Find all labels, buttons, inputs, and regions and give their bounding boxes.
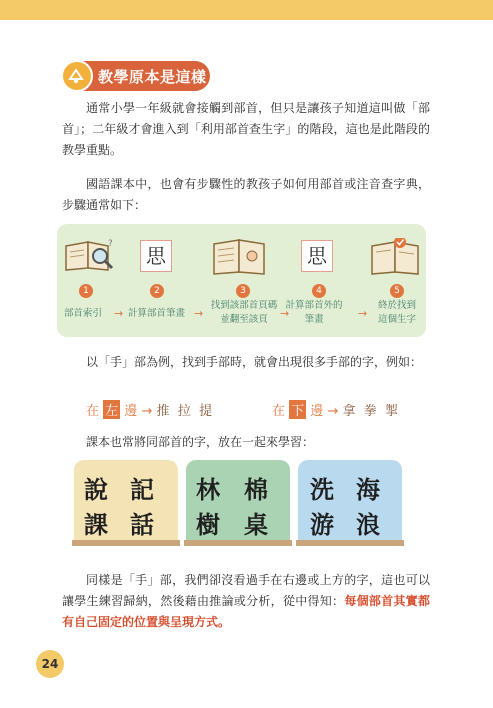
board-char: 課	[84, 511, 108, 539]
example-right	[272, 400, 398, 419]
board-char: 洗	[310, 476, 334, 504]
paragraph-4	[62, 432, 430, 453]
step-2-number: 2	[150, 284, 164, 298]
paragraph-5	[62, 570, 430, 633]
example-left-word: 拉	[177, 404, 191, 419]
found-character-book-icon	[370, 238, 422, 280]
step-2-label: 計算部首筆畫	[128, 308, 186, 319]
board-char: 浪	[356, 511, 380, 539]
example-right-position: 下	[289, 400, 306, 419]
paragraph-5-highlight: 每個部首其實都有自己固定的位置與呈現方式。	[62, 594, 430, 629]
step-3-label: 找到該部首頁碼並翻至該頁	[210, 300, 278, 325]
board-char: 話	[130, 511, 154, 539]
step-2-character-card: 思	[140, 240, 172, 272]
step-5-label: 終於找到這個生字	[377, 300, 416, 325]
board-char: 林	[196, 476, 220, 504]
example-left-pre: 在	[86, 404, 100, 419]
paragraph-5-normal: 同樣是「手」部，我們卻沒看過手在右邊或上方的字，這也可以讓學生練習歸納，然後藉由推論或分析，從中得知：	[62, 573, 430, 608]
step-4-number: 4	[312, 284, 326, 298]
paragraph-1-text: 通常小學一年級就會接觸到部首，但只是讓孩子知道這叫做「部首」；二年級才會進入到「利用部首查生字」的階段，這也是此階段的教學重點。	[62, 101, 430, 157]
paragraph-4-text: 課本也常將同部首的字，放在一起來學習：	[86, 435, 315, 449]
board-base	[296, 540, 404, 546]
step-1-label: 部首索引	[64, 308, 103, 319]
board-char: 桌	[244, 511, 268, 539]
step-1-number: 1	[79, 284, 93, 298]
board-char: 說	[84, 476, 108, 504]
paragraph-2-text: 國語課本中，也會有步驟性的教孩子如何用部首或注音查字典，步驟通常如下：	[62, 177, 430, 212]
open-dictionary-icon	[212, 238, 268, 280]
top-color-bar	[0, 0, 493, 20]
board-char: 海	[356, 476, 380, 504]
example-right-word: 拳	[363, 404, 377, 419]
lightbulb-icon	[61, 60, 93, 92]
paragraph-3	[62, 352, 430, 373]
board-base	[72, 540, 180, 546]
example-left-position: 左	[103, 400, 120, 419]
step-3-number: 3	[236, 284, 250, 298]
example-left-post: 邊	[124, 404, 138, 419]
example-right-word: 掣	[385, 404, 399, 419]
dictionary-magnifier-icon	[64, 238, 116, 278]
board-char: 樹	[196, 511, 220, 539]
example-left	[86, 400, 212, 419]
example-right-word: 拿	[342, 404, 356, 419]
example-left-word: 推	[156, 404, 170, 419]
step-4-character-card: 思	[301, 240, 333, 272]
paragraph-5-text	[62, 570, 430, 633]
paragraph-3-text: 以「手」部為例，找到手部時，就會出現很多手部的字，例如：	[86, 355, 423, 369]
step-5-number: 5	[390, 284, 404, 298]
example-right-post: 邊	[310, 404, 324, 419]
board-char: 游	[310, 511, 334, 539]
svg-text:?: ?	[108, 239, 113, 249]
board-char: 棉	[244, 476, 268, 504]
example-right-pre: 在	[272, 404, 286, 419]
arrow-icon: →	[280, 307, 290, 320]
paragraph-1	[62, 98, 430, 161]
step-4-label: 計算部首外的筆畫	[285, 300, 343, 325]
arrow-icon: →	[194, 307, 204, 320]
section-title: 教學原本是這樣	[98, 68, 207, 86]
arrow-icon: →	[141, 404, 153, 419]
paragraph-2	[62, 174, 430, 216]
board-base	[184, 540, 292, 546]
arrow-icon: →	[327, 404, 339, 419]
arrow-icon: →	[114, 307, 124, 320]
board-char: 記	[130, 476, 154, 504]
page-number: 24	[36, 650, 64, 678]
example-left-word: 提	[199, 404, 213, 419]
arrow-icon: →	[358, 307, 368, 320]
